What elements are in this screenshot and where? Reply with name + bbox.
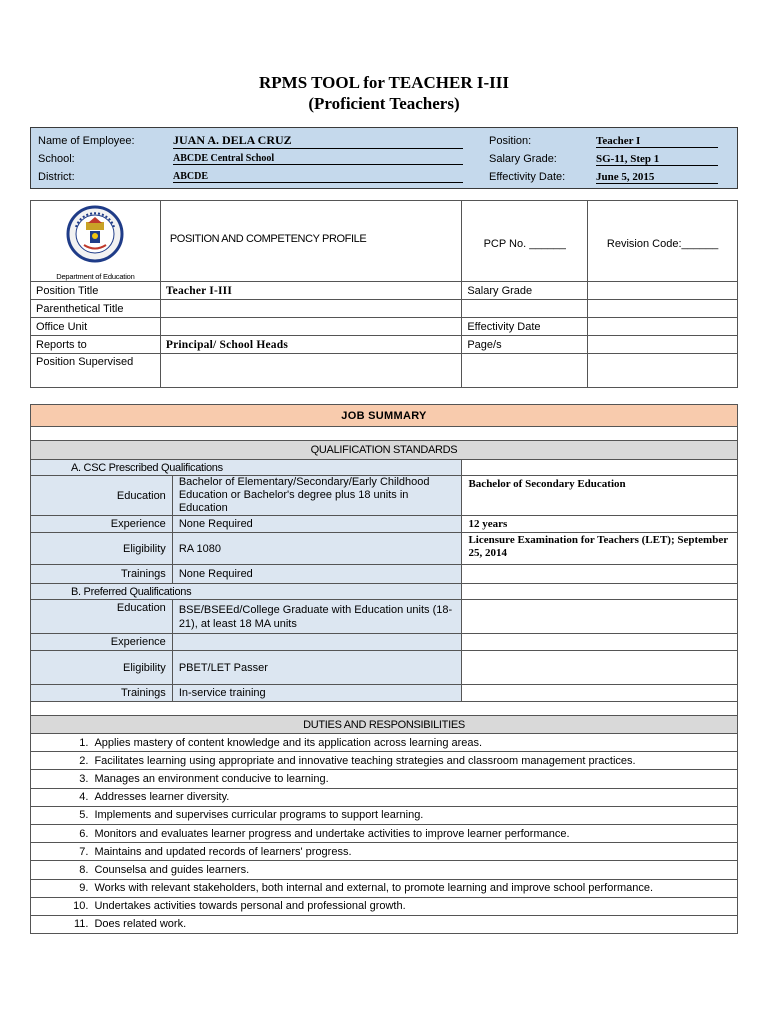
blank-cell — [588, 300, 738, 318]
duty-row — [31, 824, 738, 842]
salary-grade-value: SG-11, Step 1 — [596, 153, 718, 166]
district-value: ABCDE — [173, 171, 463, 183]
csc-experience-description: None Required — [172, 516, 462, 533]
pcp-number: PCP No. ______ — [462, 201, 588, 282]
position-label: Position: — [489, 135, 532, 147]
duty-row — [31, 770, 738, 788]
csc-trainings-value — [462, 565, 738, 584]
salary-grade-label: Salary Grade: — [489, 153, 557, 165]
duty-text: Addresses learner diversity. — [90, 788, 737, 806]
school-value: ABCDE Central School — [173, 153, 463, 165]
document-subtitle: (Proficient Teachers) — [308, 94, 460, 113]
preferred-experience-value — [462, 634, 738, 651]
duty-text: Applies mastery of content knowledge and its application across learning areas. — [90, 734, 737, 752]
duty-row — [31, 897, 738, 915]
duty-row — [31, 734, 738, 752]
duty-number: 8. — [31, 861, 91, 879]
preferred-education-value — [462, 600, 738, 634]
reports-to-label: Reports to — [31, 336, 161, 354]
parenthetical-title-label: Parenthetical Title — [31, 300, 161, 318]
duties-list — [31, 734, 738, 934]
duties-heading: DUTIES AND RESPONSIBILITIES — [31, 716, 738, 734]
blank-cell — [462, 354, 588, 388]
duty-row — [31, 861, 738, 879]
duty-number: 9. — [31, 879, 91, 897]
preferred-eligibility-label: Eligibility — [31, 651, 173, 685]
duty-text: Maintains and updated records of learners' progress. — [90, 843, 737, 861]
csc-eligibility-value: Licensure Examination for Teachers (LET); September 25, 2014 — [462, 533, 738, 565]
preferred-qualifications-heading: B. Preferred Qualifications — [31, 584, 462, 600]
duty-number: 10. — [31, 897, 91, 915]
duty-text: Undertakes activities towards personal and professional growth. — [90, 897, 737, 915]
office-unit-label: Office Unit — [31, 318, 161, 336]
preferred-education-description: BSE/BSEEd/College Graduate with Education units (18-21), at least 18 MA units — [172, 600, 462, 634]
preferred-eligibility-value — [462, 651, 738, 685]
department-label: Department of Education — [56, 272, 135, 281]
csc-education-description: Bachelor of Elementary/Secondary/Early Childhood Education or Bachelor's degree plus 18 units in Education — [172, 476, 462, 516]
spacer-row — [31, 702, 738, 716]
document-title: RPMS TOOL for TEACHER I-III — [258, 73, 510, 92]
duty-number: 3. — [31, 770, 91, 788]
duty-number: 11. — [31, 915, 91, 933]
name-label: Name of Employee: — [38, 135, 135, 147]
csc-education-label: Education — [31, 476, 173, 516]
parenthetical-title-value — [160, 300, 461, 318]
duty-text: Manages an environment conducive to learning. — [90, 770, 737, 788]
position-title-label: Position Title — [31, 282, 161, 300]
effectivity-date-label: Effectivity Date: — [489, 171, 566, 183]
effectivity-date-value: June 5, 2015 — [596, 171, 718, 184]
job-summary-heading: JOB SUMMARY — [31, 405, 738, 427]
duty-text: Monitors and evaluates learner progress and undertake activities to improve learner performance. — [90, 824, 737, 842]
preferred-trainings-value — [462, 685, 738, 702]
csc-experience-value: 12 years — [462, 516, 738, 533]
blank-cell — [588, 354, 738, 388]
position-profile-table — [30, 200, 738, 388]
duty-number: 7. — [31, 843, 91, 861]
preferred-trainings-label: Trainings — [31, 685, 173, 702]
duty-text: Works with relevant stakeholders, both internal and external, to promote learning and improve school performance. — [90, 879, 737, 897]
position-value: Teacher I — [596, 135, 718, 148]
blank-cell — [462, 300, 588, 318]
reports-to-value: Principal/ School Heads — [160, 336, 461, 354]
qualification-standards-heading: QUALIFICATION STANDARDS — [31, 441, 738, 460]
duty-number: 2. — [31, 752, 91, 770]
pages-label: Page/s — [462, 336, 588, 354]
effectivity-field-value — [588, 318, 738, 336]
district-label: District: — [38, 171, 75, 183]
csc-eligibility-description: RA 1080 — [172, 533, 462, 565]
deped-seal-icon — [66, 205, 124, 263]
duty-row — [31, 879, 738, 897]
duty-text: Counselsa and guides learners. — [90, 861, 737, 879]
duty-number: 1. — [31, 734, 91, 752]
duty-text: Implements and supervises curricular programs to support learning. — [90, 806, 737, 824]
deped-logo-cell — [31, 201, 161, 282]
preferred-eligibility-description: PBET/LET Passer — [172, 651, 462, 685]
preferred-experience-label: Experience — [31, 634, 173, 651]
pages-value — [588, 336, 738, 354]
preferred-experience-description — [172, 634, 462, 651]
position-title-value: Teacher I-III — [160, 282, 461, 300]
duty-number: 4. — [31, 788, 91, 806]
duty-number: 5. — [31, 806, 91, 824]
profile-title: POSITION AND COMPETENCY PROFILE — [160, 201, 461, 282]
duty-row — [31, 806, 738, 824]
salary-grade-field-label: Salary Grade — [462, 282, 588, 300]
blank-cell — [462, 584, 738, 600]
effectivity-field-label: Effectivity Date — [462, 318, 588, 336]
duty-row — [31, 788, 738, 806]
csc-education-value: Bachelor of Secondary Education — [462, 476, 738, 516]
csc-qualifications-heading: A. CSC Prescribed Qualifications — [31, 460, 462, 476]
revision-code: Revision Code:______ — [588, 201, 738, 282]
csc-trainings-description: None Required — [172, 565, 462, 584]
job-summary-content — [31, 427, 738, 441]
duty-row — [31, 752, 738, 770]
duty-number: 6. — [31, 824, 91, 842]
duty-row — [31, 843, 738, 861]
blank-cell — [462, 460, 738, 476]
csc-trainings-label: Trainings — [31, 565, 173, 584]
preferred-education-label: Education — [31, 600, 173, 634]
employee-info-box — [30, 127, 738, 189]
csc-eligibility-label: Eligibility — [31, 533, 173, 565]
duty-row — [31, 915, 738, 933]
office-unit-value — [160, 318, 461, 336]
position-supervised-label: Position Supervised — [31, 354, 161, 388]
school-label: School: — [38, 153, 75, 165]
position-supervised-value — [160, 354, 461, 388]
name-value: JUAN A. DELA CRUZ — [173, 133, 463, 149]
qualifications-duties-table — [30, 404, 738, 934]
duty-text: Does related work. — [90, 915, 737, 933]
duty-text: Facilitates learning using appropriate and innovative teaching strategies and classroom management practices. — [90, 752, 737, 770]
csc-experience-label: Experience — [31, 516, 173, 533]
preferred-trainings-description: In-service training — [172, 685, 462, 702]
salary-grade-field-value — [588, 282, 738, 300]
